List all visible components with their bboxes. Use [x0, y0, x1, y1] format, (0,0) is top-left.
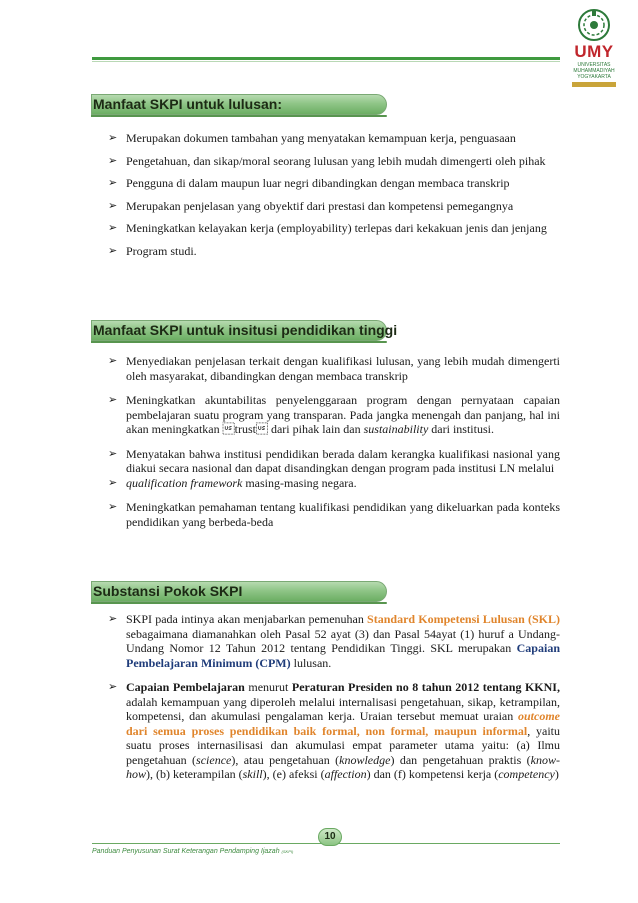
arrow-bullet-icon: ➢ [108, 153, 118, 167]
logo-wordmark: UMY [574, 42, 614, 61]
arrow-bullet-icon: ➢ [108, 354, 118, 367]
list-item: ➢ Program studi. [108, 240, 560, 263]
section-heading-bar [91, 581, 387, 602]
arrow-bullet-icon: ➢ [108, 131, 118, 144]
university-logo [558, 8, 630, 100]
section-title: Substansi Pokok SKPI [93, 583, 243, 599]
benefits-institution-list [108, 354, 560, 539]
arrow-bullet-icon: ➢ [108, 221, 118, 234]
header-rule [92, 57, 560, 60]
list-item: ➢ Meningkatkan kelayakan kerja (employability) terlepas dari kekakuan jenis dan jenjang [108, 217, 560, 240]
list-item: ➢ SKPI pada intinya akan menjabarkan pemenuhan Standard Kompetensi Lulusan (SKL) sebagaimana diamanahkan oleh Pasal 52 ayat (3) dan Pasal 54ayat (1) huruf a Undang-Undang Nomor 12 Tahun 2012 tentang Pendidikan Tinggi. SKL merupakan Capaian Pembelajaran Minimum (CPM) lulusan. [108, 612, 560, 670]
list-item: ➢ Menyatakan bahwa institusi pendidikan berada dalam kerangka kualifikasi nasional yang diakui secara nasional dan dapat disandingkan dengan program pada institusi LN melalui [108, 446, 560, 475]
arrow-bullet-icon: ➢ [108, 393, 118, 406]
footer-text: Panduan Penyusunan Surat Keterangan Pendamping Ijazah (SKPI) [92, 848, 294, 855]
arrow-bullet-icon: ➢ [108, 176, 118, 189]
arrow-bullet-icon: ➢ [108, 500, 118, 513]
list-item: ➢ Merupakan dokumen tambahan yang menyatakan kemampuan kerja, penguasaan [108, 127, 560, 150]
arrow-bullet-icon: ➢ [108, 446, 118, 460]
list-item: ➢ Meningkatkan pemahaman tentang kualifikasi pendidikan yang dikeluarkan pada konteks pendidikan yang berbeda-beda [108, 500, 560, 529]
arrow-bullet-icon: ➢ [108, 612, 118, 625]
logo-subtitle: UNIVERSITAS MUHAMMADIYAH YOGYAKARTA [573, 62, 615, 80]
list-item: ➢ qualification framework masing-masing negara. [108, 475, 357, 490]
benefits-graduates-list [108, 127, 560, 262]
section-heading-bar [91, 94, 387, 115]
section-title: Manfaat SKPI untuk lulusan: [93, 96, 283, 112]
list-item: ➢ Pengetahuan, dan sikap/moral seorang lulusan yang lebih mudah dimengerti oleh pihak [108, 150, 560, 173]
list-item: ➢ Meningkatkan akuntabilitas penyelenggaraan program dengan pernyataan capaian pembelajaran suatu program yang transparan. Pada jangka menengah dan panjang, hal ini akan meningkatkan trust dari pihak lain dan sustainability dari institusi. [108, 393, 560, 436]
arrow-bullet-icon: ➢ [108, 198, 118, 212]
arrow-bullet-icon: ➢ [108, 475, 118, 489]
substance-list [108, 612, 560, 792]
logo-ribbon [572, 82, 616, 87]
umy-emblem-icon [558, 8, 630, 42]
header-rule-thin [92, 61, 560, 62]
list-item: ➢ Merupakan penjelasan yang obyektif dari prestasi dan kompetensi pemegangnya [108, 195, 560, 218]
list-item: ➢ Menyediakan penjelasan terkait dengan kualifikasi lulusan, yang lebih mudah dimengerti oleh masyarakat, dibandingkan dengan membaca transkrip [108, 354, 560, 383]
list-item: ➢ Pengguna di dalam maupun luar negri dibandingkan dengan membaca transkrip [108, 172, 560, 195]
section-heading-bar [91, 320, 398, 341]
page-number: 10 [318, 828, 342, 846]
section-title: Manfaat SKPI untuk insitusi pendidikan tinggi [93, 322, 398, 338]
list-item: ➢ Capaian Pembelajaran menurut Peraturan Presiden no 8 tahun 2012 tentang KKNI, adalah kemampuan yang diperoleh melalui internalisasi pengetahuan, sikap, ketrampilan, kompetensi, dan akumulasi pengalaman kerja. Uraian tersebut memuat uraian outcome dari semua proses pendidikan baik formal, non formal, maupun informal, yaitu suatu proses internasilisasi dan akumulasi empat parameter utama yaitu: (a) Ilmu pengetahuan (science), atau pengetahuan (knowledge) dan pengetahuan praktis (know-how), (b) keterampilan (skill), (e) afeksi (affection) dan (f) kompetensi kerja (competency) [108, 680, 560, 781]
arrow-bullet-icon: ➢ [108, 243, 118, 257]
arrow-bullet-icon: ➢ [108, 680, 118, 693]
